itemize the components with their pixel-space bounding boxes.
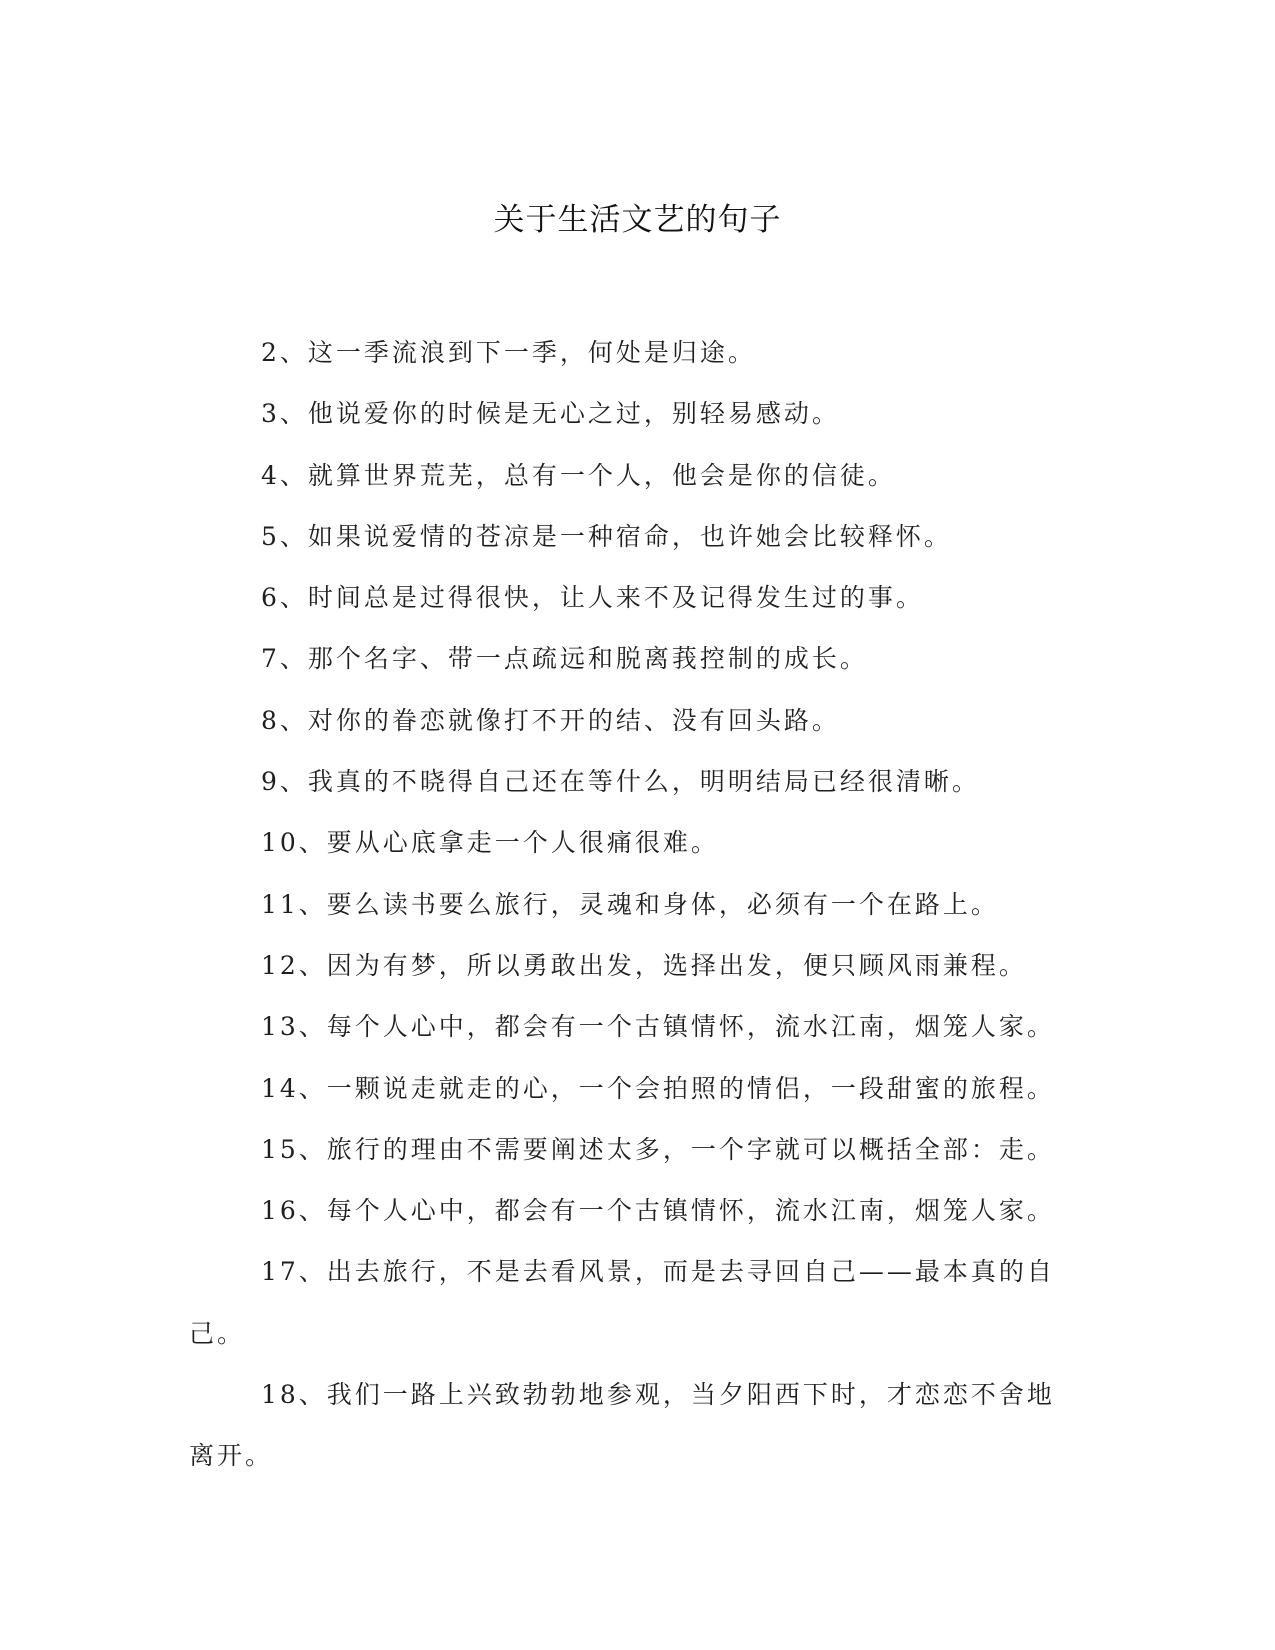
paragraph: 13、每个人心中，都会有一个古镇情怀，流水江南，烟笼人家。 [261, 1012, 1055, 1042]
paragraph: 6、时间总是过得很快，让人来不及记得发生过的事。 [261, 583, 924, 613]
paragraph: 15、旅行的理由不需要阐述太多，一个字就可以概括全部：走。 [261, 1134, 1055, 1164]
paragraph: 18、我们一路上兴致勃勃地参观，当夕阳西下时，才恋恋不舍地离开。 [189, 1380, 1055, 1471]
paragraph: 17、出去旅行，不是去看风景，而是去寻回自己——最本真的自己。 [189, 1257, 1055, 1348]
paragraph: 4、就算世界荒芜，总有一个人，他会是你的信徒。 [261, 460, 896, 490]
document-body [189, 322, 1069, 1487]
paragraph: 7、那个名字、带一点疏远和脱离莪控制的成长。 [261, 644, 868, 674]
paragraph: 14、一颗说走就走的心，一个会拍照的情侣，一段甜蜜的旅程。 [261, 1073, 1055, 1103]
paragraph: 3、他说爱你的时候是无心之过，别轻易感动。 [261, 399, 840, 429]
paragraph: 2、这一季流浪到下一季，何处是归途。 [261, 338, 756, 367]
paragraph: 5、如果说爱情的苍凉是一种宿命，也许她会比较释怀。 [261, 521, 952, 551]
paragraph: 12、因为有梦，所以勇敢出发，选择出发，便只顾风雨兼程。 [261, 950, 1027, 980]
paragraph: 8、对你的眷恋就像打不开的结、没有回头路。 [261, 705, 840, 735]
document-title: 关于生活文艺的句子 [493, 202, 782, 238]
paragraph: 11、要么读书要么旅行，灵魂和身体，必须有一个在路上。 [261, 889, 999, 919]
paragraph: 16、每个人心中，都会有一个古镇情怀，流水江南，烟笼人家。 [261, 1196, 1055, 1226]
paragraph: 10、要从心底拿走一个人很痛很难。 [261, 828, 719, 858]
paragraph: 9、我真的不晓得自己还在等什么，明明结局已经很清晰。 [261, 767, 980, 797]
